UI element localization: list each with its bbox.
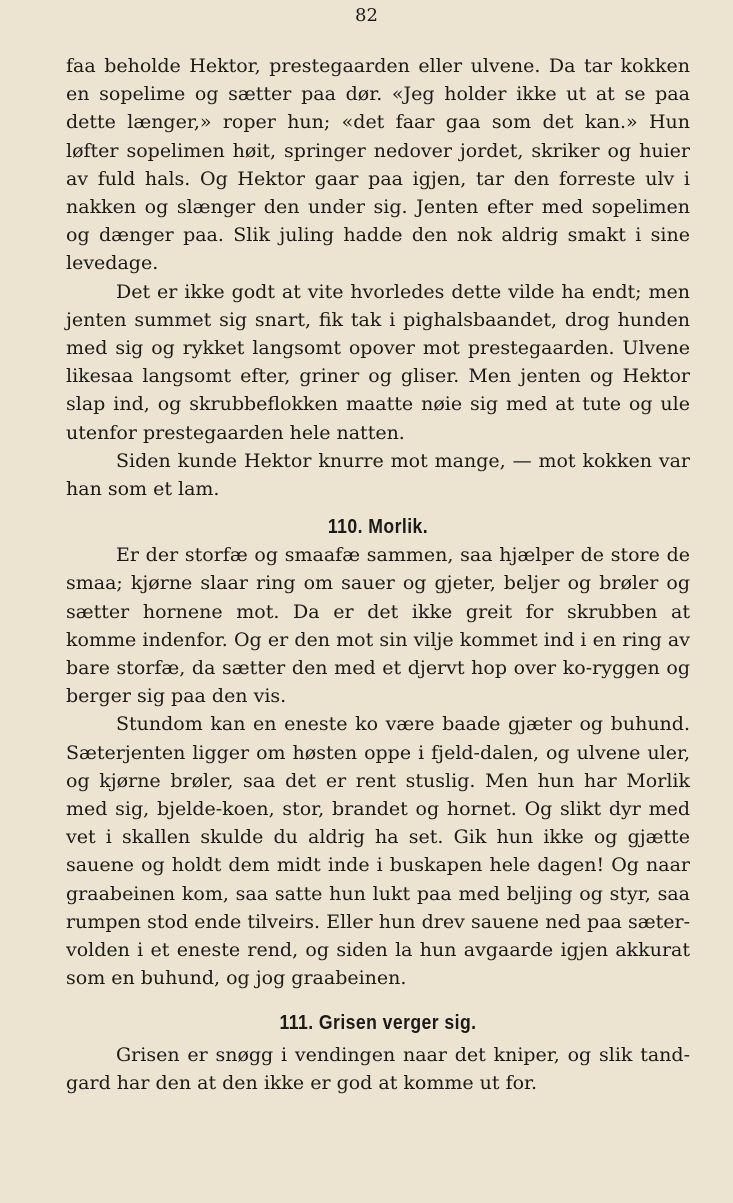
paragraph: Er der storfæ og smaafæ sammen, saa hjælper de store de smaa; kjørne slaar ring om sauer og gjeter, beljer og brøler og sætter hornene mot. Da er det ikke greit for skrubben at komme indenfor. Og er den mot sin vilje kommet ind i en ring av bare storfæ, da sætter den med et djervt hop over ko-ryggen og berger sig paa den vis. (66, 544, 690, 708)
page-number: 82 (355, 5, 378, 26)
body-text (66, 52, 690, 1097)
section-heading-110: 110. Morlik. (327, 516, 429, 539)
paragraph: Det er ikke godt at vite hvorledes dette vilde ha endt; men jenten summet sig snart, fik tak i pighalsbaandet, drog hunden med sig og rykket langsomt opover mot prestegaarden. Ulvene likesaa langsomt efter, griner og gliser. Men jenten og Hektor slap ind, og skrubbeflokken maatte nøie sig med at tute og ule utenfor prestegaarden hele natten. (66, 280, 690, 444)
paragraph: Stundom kan en eneste ko være baade gjæter og buhund. Sæterjenten ligger om høsten oppe i fjeld-dalen, og ulvene uler, og kjørne brøler, saa det er rent stuslig. Men hun har Morlik med sig, bjelde-koen, stor, brandet og hornet. Og slikt dyr med vet i skallen skulde du aldrig ha set. Gik hun ikke og gjætte sauene og holdt dem midt inde i buskapen hele dagen! Og naar graabeinen kom, saa satte hun lukt paa med beljing og styr, saa rumpen stod ende tilveirs. Eller hun drev sauene ned paa sæter-volden i et eneste rend, og siden la hun avgaarde igjen akkurat som en buhund, og jog graabeinen. (66, 713, 690, 990)
paragraph: Siden kunde Hektor knurre mot mange, — mot kokken var han som et lam. (66, 449, 690, 501)
paragraph: Grisen er snøgg i vendingen naar det kniper, og slik tand-gard har den at den ikke er god at komme ut for. (66, 1043, 690, 1094)
paragraph: faa beholde Hektor, prestegaarden eller ulvene. Da tar kokken en sopelime og sætter paa dør. «Jeg holder ikke ut at se paa dette længer,» roper hun; «det faar gaa som det kan.» Hun løfter sopelimen høit, springer nedover jordet, skriker og huier av fuld hals. Og Hektor gaar paa igjen, tar den forreste ulv i nakken og slænger den under sig. Jenten efter med sopelimen og dænger paa. Slik juling hadde den nok aldrig smakt i sine levedage. (66, 55, 690, 275)
section-heading-111: 111. Grisen verger sig. (279, 1011, 477, 1034)
